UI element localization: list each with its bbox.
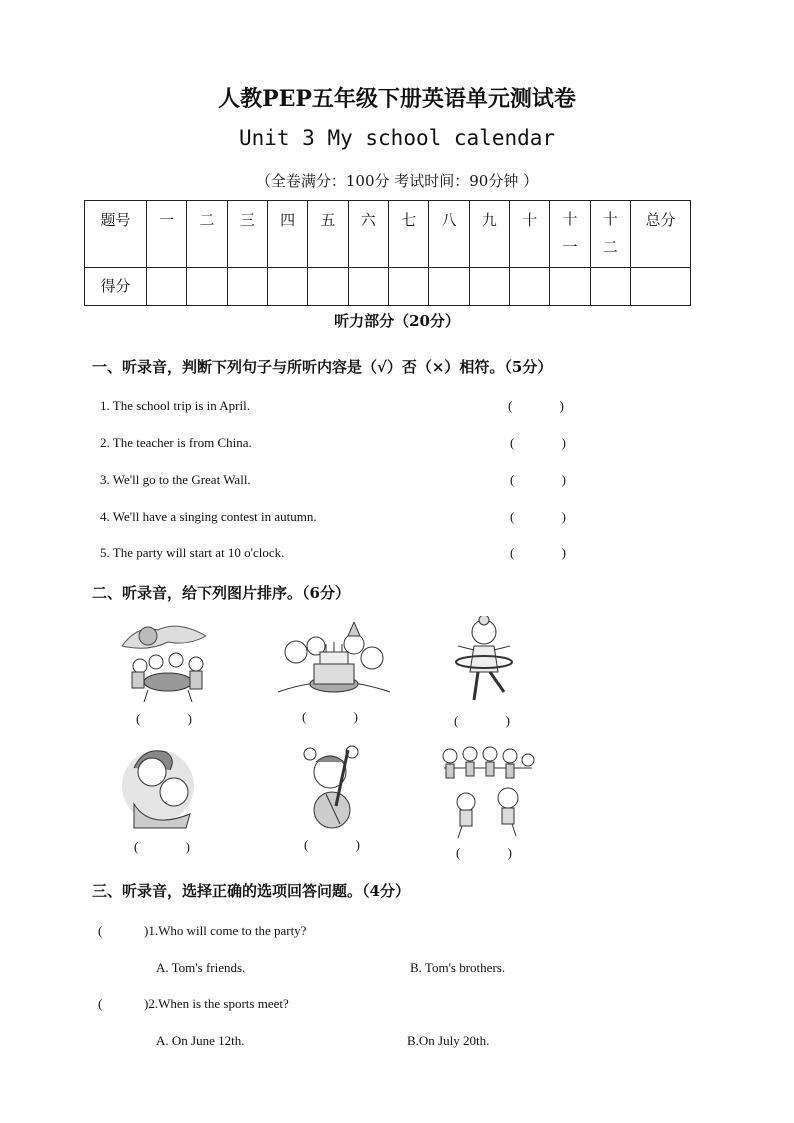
- section2-title: 二、听录音，给下列图片排序。（6分）: [92, 584, 350, 602]
- judge-question: 3. We'll go to the Great Wall.: [100, 472, 251, 487]
- unit-title: Unit 3 My school calendar: [238, 126, 556, 150]
- answer-bracket[interactable]: ( ): [454, 713, 510, 728]
- score-header-cell: 四: [267, 201, 307, 268]
- option-a: A. Tom's friends.: [156, 960, 246, 975]
- score-row-label: 得分: [85, 267, 147, 305]
- answer-bracket[interactable]: ( ): [510, 435, 566, 450]
- score-table: [84, 200, 691, 306]
- judge-question: 1. The school trip is in April.: [100, 398, 250, 413]
- judge-question: 4. We'll have a singing contest in autumn.: [100, 509, 317, 524]
- choice-question: )2.When is the sports meet?: [144, 996, 289, 1011]
- score-header-cell: 十二: [590, 201, 630, 268]
- answer-bracket[interactable]: ( ): [304, 837, 360, 852]
- score-cell[interactable]: [308, 267, 348, 305]
- section3-title: 三、听录音，选择正确的选项回答问题。（4分）: [92, 882, 410, 900]
- pipa-picture: [296, 744, 368, 830]
- page-title: 人教PEP五年级下册英语单元测试卷: [218, 86, 576, 112]
- score-cell[interactable]: [631, 267, 691, 305]
- score-table-header-row: [85, 201, 691, 268]
- score-header-cell: 十一: [550, 201, 590, 268]
- score-cell[interactable]: [388, 267, 428, 305]
- score-table-score-row: [85, 267, 691, 305]
- answer-bracket[interactable]: ( ): [302, 709, 358, 724]
- score-cell[interactable]: [187, 267, 227, 305]
- option-a: A. On June 12th.: [156, 1033, 245, 1048]
- score-cell[interactable]: [147, 267, 187, 305]
- picnic-picture: [118, 616, 212, 704]
- score-cell[interactable]: [267, 267, 307, 305]
- score-header-cell: 三: [227, 201, 267, 268]
- answer-bracket[interactable]: ( ): [510, 545, 566, 560]
- score-header-cell: 十: [509, 201, 549, 268]
- score-header-cell: 八: [429, 201, 469, 268]
- exam-info: （全卷满分：100分 考试时间：90分钟 ）: [255, 172, 539, 190]
- score-header-cell: 总分: [631, 201, 691, 268]
- score-cell[interactable]: [509, 267, 549, 305]
- option-b: B.On July 20th.: [407, 1033, 490, 1048]
- judge-question: 5. The party will start at 10 o'clock.: [100, 545, 285, 560]
- answer-bracket[interactable]: ( ): [134, 839, 190, 854]
- score-header-cell: 二: [187, 201, 227, 268]
- score-cell[interactable]: [429, 267, 469, 305]
- score-cell[interactable]: [348, 267, 388, 305]
- choice-question: )1.Who will come to the party?: [144, 923, 307, 938]
- score-header-cell: 一: [147, 201, 187, 268]
- birthday-party-picture: [276, 622, 392, 700]
- listening-part-title: 听力部分（20分）: [334, 312, 460, 330]
- mother-baby-picture: [120, 744, 198, 830]
- score-header-cell: 九: [469, 201, 509, 268]
- score-header-cell: 五: [308, 201, 348, 268]
- score-cell[interactable]: [227, 267, 267, 305]
- score-cell[interactable]: [590, 267, 630, 305]
- score-header-cell: 六: [348, 201, 388, 268]
- answer-bracket[interactable]: ( ): [456, 845, 512, 860]
- dancing-picture: [436, 744, 536, 840]
- score-header-cell: 题号: [85, 201, 147, 268]
- hula-hoop-picture: [452, 616, 516, 704]
- option-b: B. Tom's brothers.: [410, 960, 506, 975]
- score-cell[interactable]: [469, 267, 509, 305]
- judge-question: 2. The teacher is from China.: [100, 435, 252, 450]
- section1-title: 一、听录音，判断下列句子与所听内容是（√）否（×）相符。（5分）: [92, 358, 553, 376]
- score-header-cell: 七: [388, 201, 428, 268]
- answer-bracket[interactable]: ( ): [510, 472, 566, 487]
- score-cell[interactable]: [550, 267, 590, 305]
- answer-bracket-open[interactable]: (: [98, 923, 103, 938]
- answer-bracket[interactable]: ( ): [136, 711, 192, 726]
- answer-bracket[interactable]: ( ): [508, 398, 564, 413]
- answer-bracket-open[interactable]: (: [98, 996, 103, 1011]
- answer-bracket[interactable]: ( ): [510, 509, 566, 524]
